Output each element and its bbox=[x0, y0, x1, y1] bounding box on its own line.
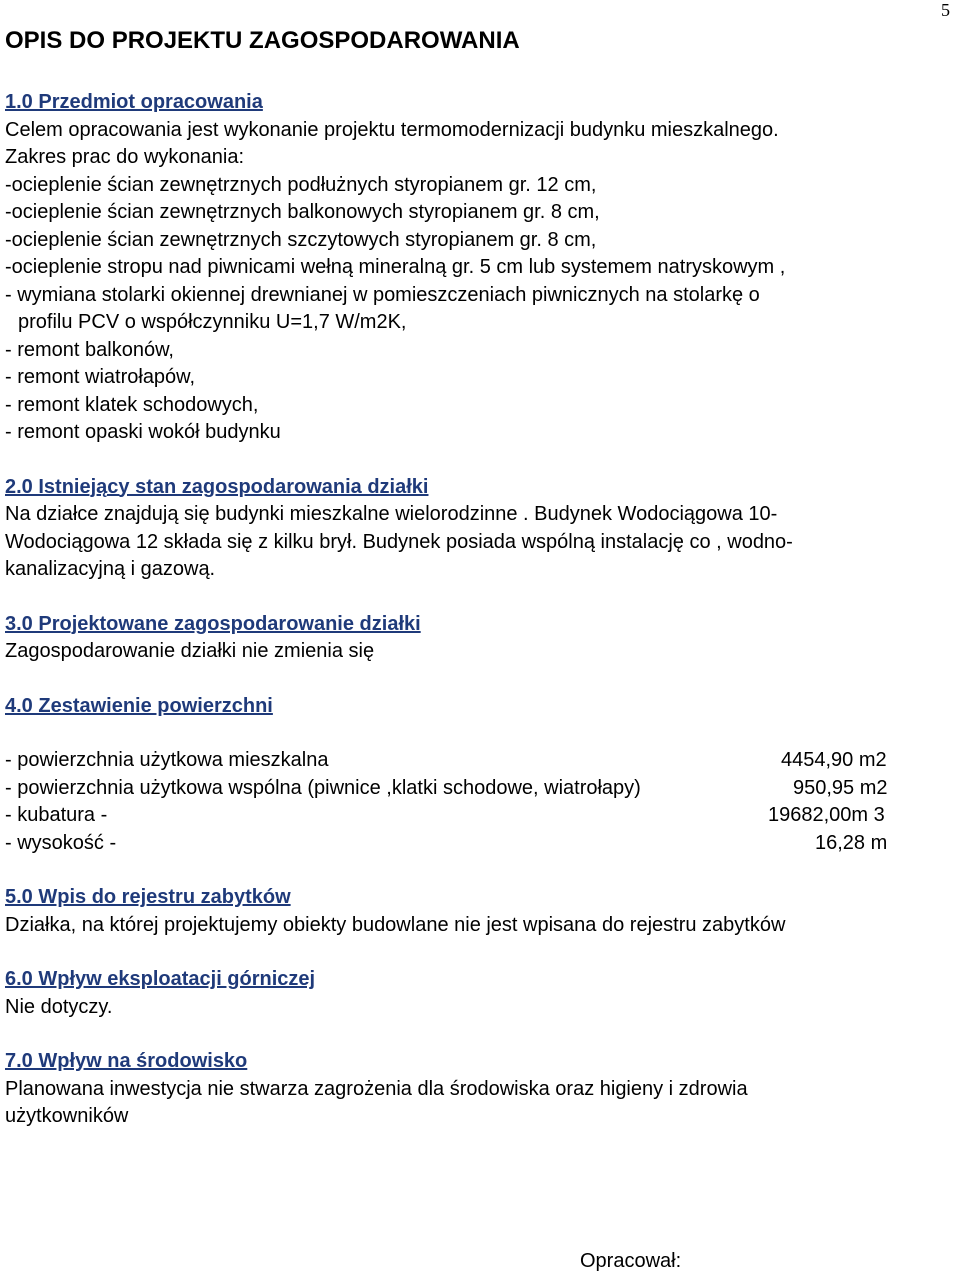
area-row-value: 950,95 m2 bbox=[793, 776, 888, 799]
signature-label: Opracował: bbox=[580, 1250, 682, 1272]
area-row-value: 16,28 m bbox=[815, 831, 888, 854]
section-7-line: Planowana inwestycja nie stwarza zagrożenia dla środowiska oraz higieny i zdrowia bbox=[5, 1077, 748, 1100]
section-2-line: kanalizacyjną i gazową. bbox=[5, 558, 216, 580]
area-row-value: 4454,90 m2 bbox=[781, 749, 887, 771]
section-7-line: użytkowników bbox=[5, 1105, 129, 1127]
area-row-label: - powierzchnia użytkowa mieszkalna bbox=[5, 749, 329, 771]
section-1-line: - remont opaski wokół budynku bbox=[5, 421, 281, 443]
area-row-value: 19682,00m 3 bbox=[768, 804, 885, 826]
section-3-line: Zagospodarowanie działki nie zmienia się bbox=[5, 640, 375, 662]
section-6-heading: 6.0 Wpływ eksploatacji górniczej bbox=[5, 968, 316, 990]
section-2-line: Wodociągowa 12 składa się z kilku brył. Budynek posiada wspólną instalację co , wodno- bbox=[5, 530, 793, 553]
area-row-label: - powierzchnia użytkowa wspólna (piwnice ,klatki schodowe, wiatrołapy) bbox=[5, 776, 641, 799]
section-4-heading: 4.0 Zestawienie powierzchni bbox=[5, 694, 273, 717]
document-title: OPIS DO PROJEKTU ZAGOSPODAROWANIA bbox=[5, 27, 520, 54]
page-number: 5 bbox=[941, 0, 950, 20]
section-1-line: Zakres prac do wykonania: bbox=[5, 146, 245, 168]
section-7-heading: 7.0 Wpływ na środowisko bbox=[5, 1050, 248, 1072]
area-row-label: - wysokość - bbox=[5, 831, 117, 854]
section-1-heading: 1.0 Przedmiot opracowania bbox=[5, 91, 263, 113]
section-1 bbox=[5, 89, 953, 447]
section-1-line: -ocieplenie ścian zewnętrznych podłużnych styropianem gr. 12 cm, bbox=[5, 173, 597, 196]
section-5-line: Działka, na której projektujemy obiekty budowlane nie jest wpisana do rejestru zabytków bbox=[5, 913, 786, 936]
section-5 bbox=[5, 884, 953, 939]
document-body bbox=[5, 26, 953, 1131]
section-1-line: - remont wiatrołapów, bbox=[5, 366, 196, 388]
area-row bbox=[5, 802, 953, 830]
section-5-heading: 5.0 Wpis do rejestru zabytków bbox=[5, 886, 291, 908]
area-row bbox=[5, 830, 953, 858]
section-1-line: - wymiana stolarki okiennej drewnianej w pomieszczeniach piwnicznych na stolarkę o bbox=[5, 283, 760, 306]
area-row-label: - kubatura - bbox=[5, 804, 108, 826]
section-7 bbox=[5, 1048, 953, 1131]
section-6-line: Nie dotyczy. bbox=[5, 995, 113, 1018]
section-1-line: Celem opracowania jest wykonanie projektu termomodernizacji budynku mieszkalnego. bbox=[5, 118, 779, 141]
section-3-heading: 3.0 Projektowane zagospodarowanie działki bbox=[5, 612, 421, 635]
section-2-line: Na działce znajdują się budynki mieszkalne wielorodzinne . Budynek Wodociągowa 10- bbox=[5, 503, 778, 525]
section-1-line: profilu PCV o współczynniku U=1,7 W/m2K, bbox=[18, 311, 407, 333]
section-1-line: - remont klatek schodowych, bbox=[5, 393, 259, 416]
section-1-line: - remont balkonów, bbox=[5, 338, 174, 361]
section-1-line: -ocieplenie ścian zewnętrznych balkonowych styropianem gr. 8 cm, bbox=[5, 201, 600, 223]
section-2-heading: 2.0 Istniejący stan zagospodarowania działki bbox=[5, 475, 429, 498]
section-6 bbox=[5, 966, 953, 1021]
section-1-line: -ocieplenie stropu nad piwnicami wełną mineralną gr. 5 cm lub systemem natryskowym , bbox=[5, 256, 786, 278]
section-3 bbox=[5, 611, 953, 666]
area-row bbox=[5, 747, 953, 775]
section-1-line: -ocieplenie ścian zewnętrznych szczytowych styropianem gr. 8 cm, bbox=[5, 228, 597, 251]
section-2 bbox=[5, 474, 953, 584]
area-row bbox=[5, 775, 953, 803]
section-4 bbox=[5, 693, 953, 858]
